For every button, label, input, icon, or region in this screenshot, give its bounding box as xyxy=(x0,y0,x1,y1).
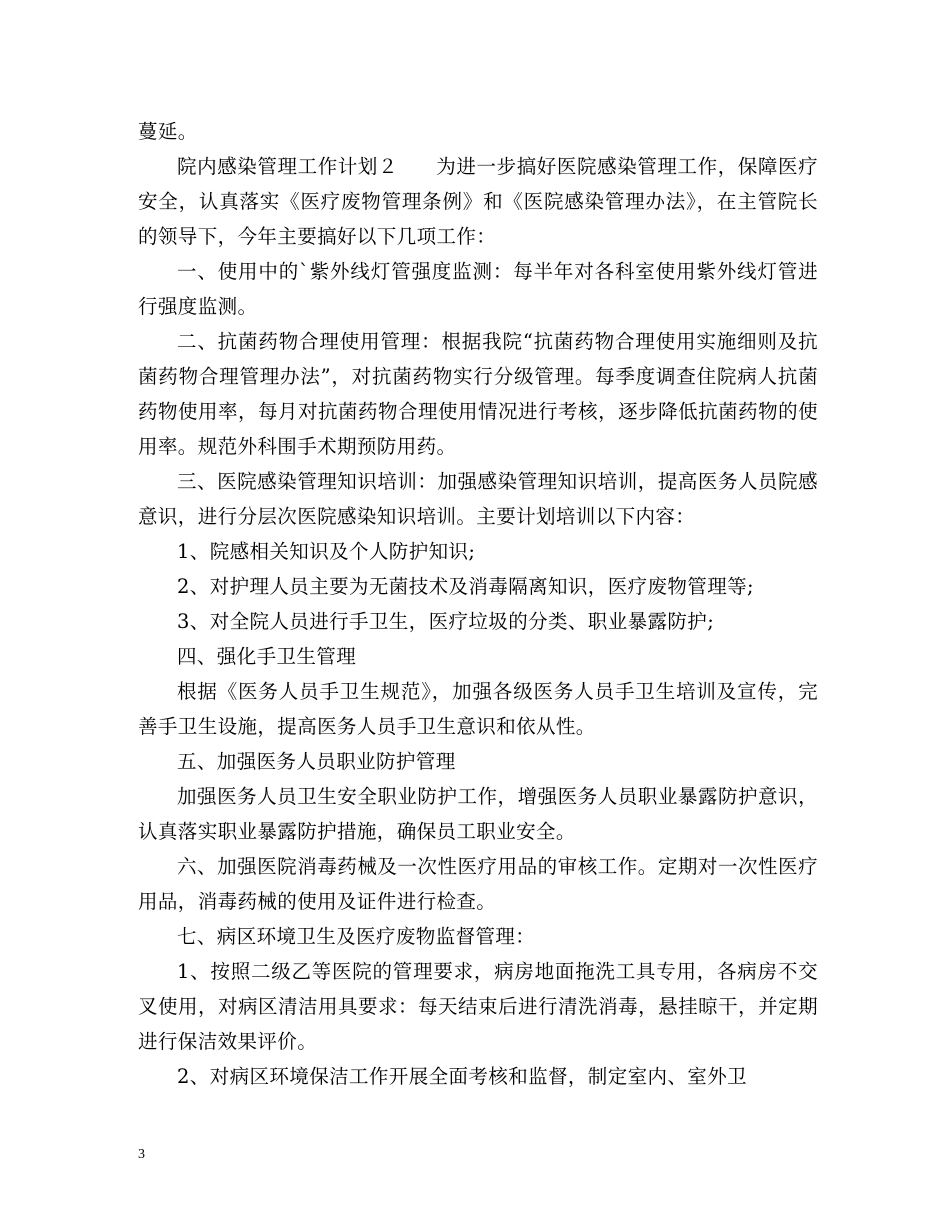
paragraph-disinfection-supplies: 六、加强医院消毒药械及一次性医疗用品的审核工作。定期对一次性医疗用品，消毒药械的使用及证件进行检查。 xyxy=(138,855,818,913)
section-heading-occupational-protection: 五、加强医务人员职业防护管理 xyxy=(177,750,456,773)
paragraph-infection-training: 三、医院感染管理知识培训：加强感染管理知识培训，提高医务人员院感意识，进行分层次医院感染知识培训。主要计划培训以下内容： xyxy=(138,470,818,528)
list-item-training-2: 2、对护理人员主要为无菌技术及消毒隔离知识，医疗废物管理等; xyxy=(177,575,754,598)
document-body xyxy=(138,114,818,1094)
list-item-training-3: 3、对全院人员进行手卫生，医疗垃圾的分类、职业暴露防护; xyxy=(177,610,715,633)
paragraph-uv-lamp-monitoring: 一、使用中的`紫外线灯管强度监测：每半年对各科室使用紫外线灯管进行强度监测。 xyxy=(138,260,818,318)
list-item-training-1: 1、院感相关知识及个人防护知识; xyxy=(177,540,476,563)
paragraph-hand-hygiene: 根据《医务人员手卫生规范》，加强各级医务人员手卫生培训及宣传，完善手卫生设施，提高医务人员手卫生意识和依从性。 xyxy=(138,680,818,738)
paragraph-occupational-protection: 加强医务人员卫生安全职业防护工作，增强医务人员职业暴露防护意识，认真落实职业暴露防护措施，确保员工职业安全。 xyxy=(138,785,818,843)
paragraph-plan-intro xyxy=(138,149,818,254)
paragraph-antibiotic-management: 二、抗菌药物合理使用管理：根据我院“抗菌药物合理使用实施细则及抗菌药物合理管理办法”，对抗菌药物实行分级管理。每季度调查住院病人抗菌药物使用率，每月对抗菌药物合理使用情况进行考核，逐步降低抗菌药物的使用率。规范外科围手术期预防用药。 xyxy=(138,330,818,458)
plan-intro-text: 为进一步搞好医院感染管理工作，保障医疗安全，认真落实《医疗废物管理条例》和《医院感染管理办法》，在主管院长的领导下，今年主要搞好以下几项工作： xyxy=(138,155,818,248)
list-item-ward-1: 1、按照二级乙等医院的管理要求，病房地面拖洗工具专用，各病房不交叉使用，对病区清洁用具要求：每天结束后进行清洗消毒，悬挂晾干，并定期进行保洁效果评价。 xyxy=(138,960,818,1053)
section-heading-hand-hygiene: 四、强化手卫生管理 xyxy=(177,645,357,668)
list-item-ward-2: 2、对病区环境保洁工作开展全面考核和监督，制定室内、室外卫 xyxy=(177,1065,748,1088)
plan-heading: 院内感染管理工作计划２ xyxy=(177,155,399,178)
paragraph-continuation: 蔓延。 xyxy=(138,120,198,143)
page-number: 3 xyxy=(138,1147,145,1162)
section-heading-ward-environment: 七、病区环境卫生及医疗废物监督管理： xyxy=(177,925,536,948)
